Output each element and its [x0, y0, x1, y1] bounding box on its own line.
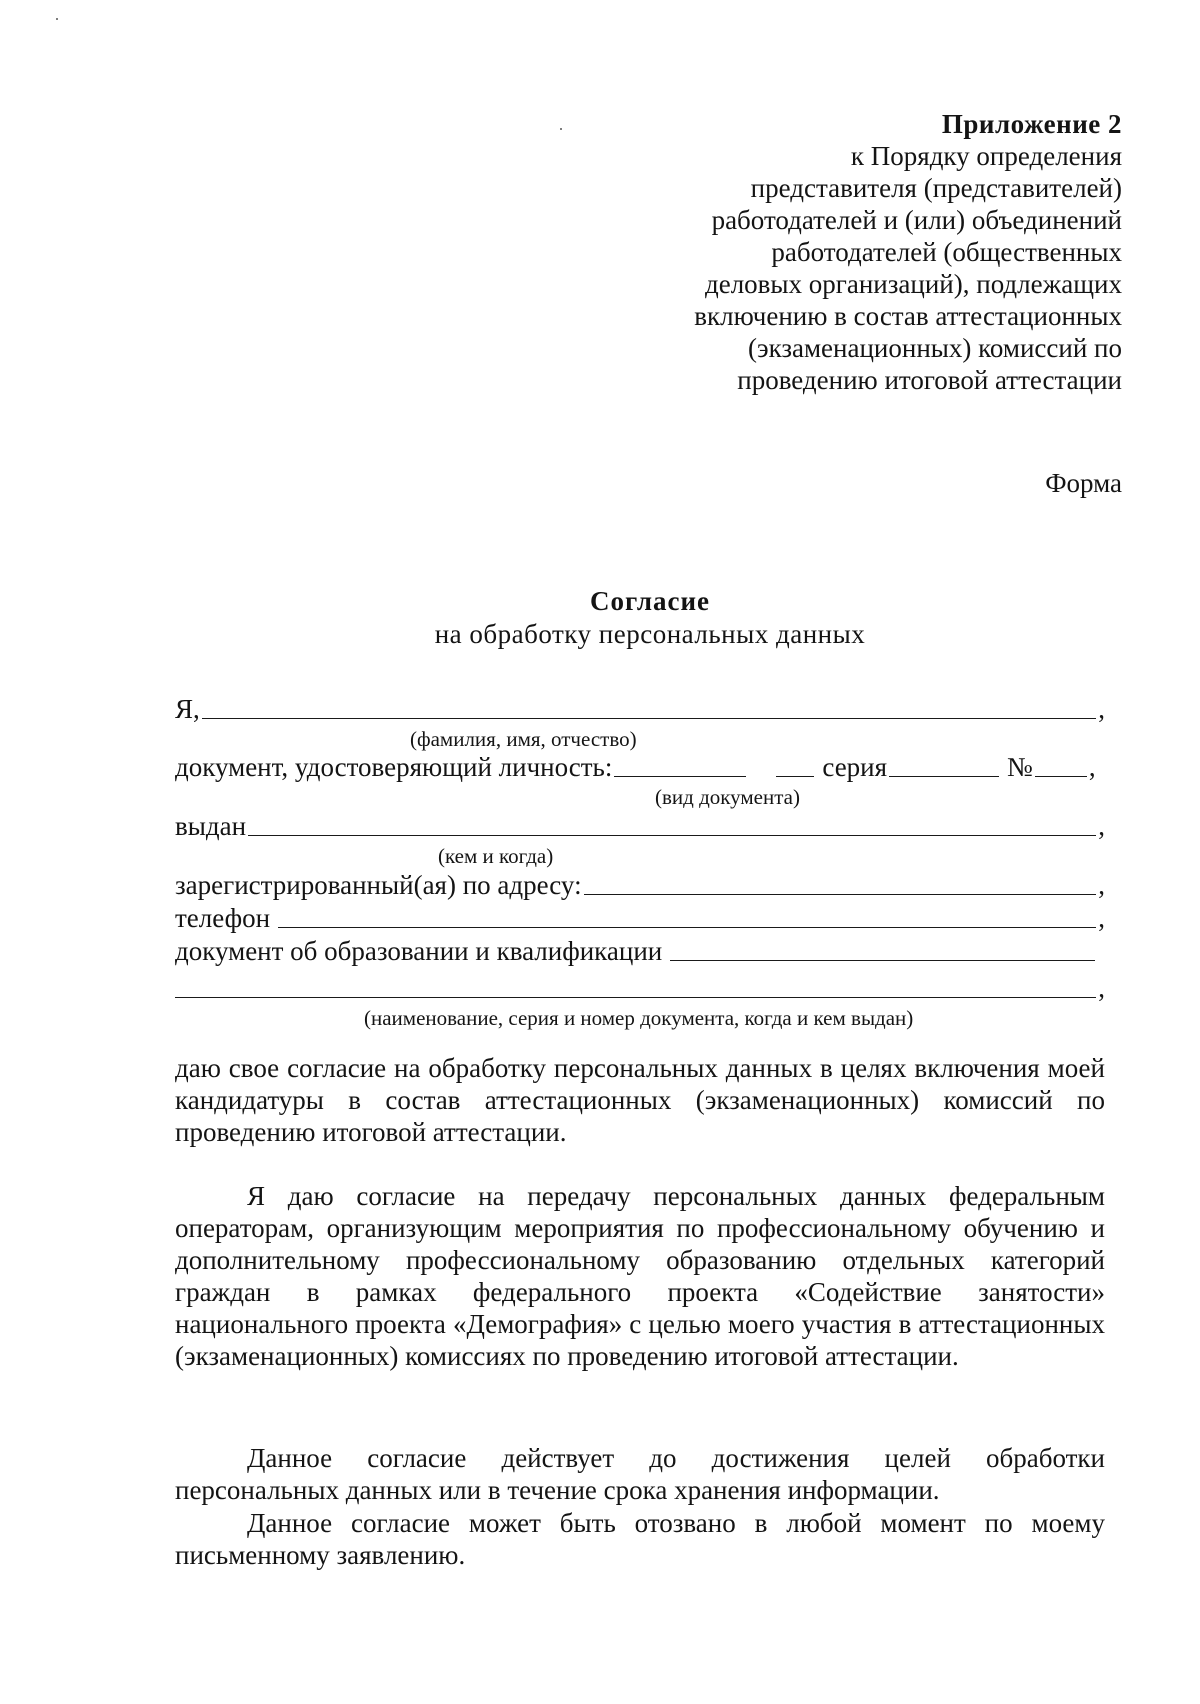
comma: ,	[1088, 752, 1096, 782]
appendix-line: деловых организаций), подлежащих	[704, 269, 1122, 299]
id-document-label: документ, удостоверяющий личность:	[175, 752, 613, 782]
issued-line	[175, 810, 1105, 842]
issued-label: выдан	[175, 811, 247, 841]
address-line	[175, 869, 1105, 901]
comma: ,	[1098, 694, 1105, 724]
fio-line	[175, 693, 1105, 725]
series-field[interactable]	[889, 752, 999, 777]
number-label: №	[1007, 752, 1033, 782]
comma: ,	[1098, 903, 1105, 933]
document-title: Согласие	[589, 586, 711, 616]
education-field[interactable]	[670, 936, 1095, 961]
form-label: Форма	[1045, 468, 1122, 498]
phone-field[interactable]	[278, 903, 1096, 928]
appendix-line: к Порядку определения	[850, 141, 1122, 171]
comma: ,	[1098, 973, 1105, 1003]
phone-label: телефон	[175, 903, 271, 933]
comma: ,	[1098, 811, 1105, 841]
phone-line	[175, 902, 1105, 934]
number-field[interactable]	[1035, 752, 1087, 777]
appendix-line: представителя (представителей)	[750, 173, 1122, 203]
education-continuation-line	[175, 972, 1105, 1004]
appendix-line: (экзаменационных) комиссий по	[747, 333, 1122, 363]
appendix-line: проведению итоговой аттестации	[737, 365, 1122, 395]
validity-paragraph: Данное согласие действует до достижения целей обработки персональных данных или в течение срока хранения информации.	[175, 1443, 1105, 1505]
id-document-type-field[interactable]	[614, 752, 746, 777]
appendix-line: работодателей и (или) объединений	[711, 205, 1122, 235]
scan-speck	[56, 18, 58, 20]
fio-field[interactable]	[202, 694, 1096, 719]
consent-paragraph: даю свое согласие на обработку персональных данных в целях включения моей кандидатуры в состав аттестационных (экзаменационных) комиссий по проведению итоговой аттестации.	[175, 1053, 1105, 1147]
education-continuation-field[interactable]	[175, 973, 1096, 998]
id-document-hint: (вид документа)	[655, 785, 800, 809]
education-line	[175, 935, 1097, 967]
id-document-line	[175, 751, 1105, 783]
series-label: серия	[822, 752, 888, 782]
appendix-header	[662, 108, 1122, 396]
issued-field[interactable]	[248, 811, 1096, 836]
document-subtitle: на обработку персональных данных	[434, 619, 866, 649]
appendix-title: Приложение 2	[941, 109, 1122, 139]
address-label: зарегистрированный(ая) по адресу:	[175, 870, 582, 900]
address-field[interactable]	[584, 870, 1097, 895]
i-label: Я,	[175, 694, 200, 724]
issued-hint: (кем и когда)	[438, 844, 554, 868]
revocation-paragraph: Данное согласие может быть отозвано в любой момент по моему письменному заявлению.	[175, 1508, 1105, 1570]
education-label: документ об образовании и квалификации	[175, 936, 663, 966]
fio-hint: (фамилия, имя, отчество)	[410, 727, 637, 751]
id-document-type-extra-field[interactable]	[776, 752, 814, 777]
transfer-paragraph: Я даю согласие на передачу персональных данных федеральным операторам, организующим мероприятия по профессиональному обучению и дополнительному профессиональному образованию отдельных категорий граждан в рамках федерального проекта «Содействие занятости» национального проекта «Демография» с целью моего участия в аттестационных (экзаменационных) комиссиях по проведению итоговой аттестации.	[175, 1181, 1105, 1371]
appendix-line: включению в состав аттестационных	[694, 301, 1122, 331]
appendix-line: работодателей (общественных	[771, 237, 1122, 267]
scan-speck	[560, 128, 562, 130]
education-hint: (наименование, серия и номер документа, когда и кем выдан)	[364, 1006, 914, 1030]
comma: ,	[1098, 870, 1105, 900]
